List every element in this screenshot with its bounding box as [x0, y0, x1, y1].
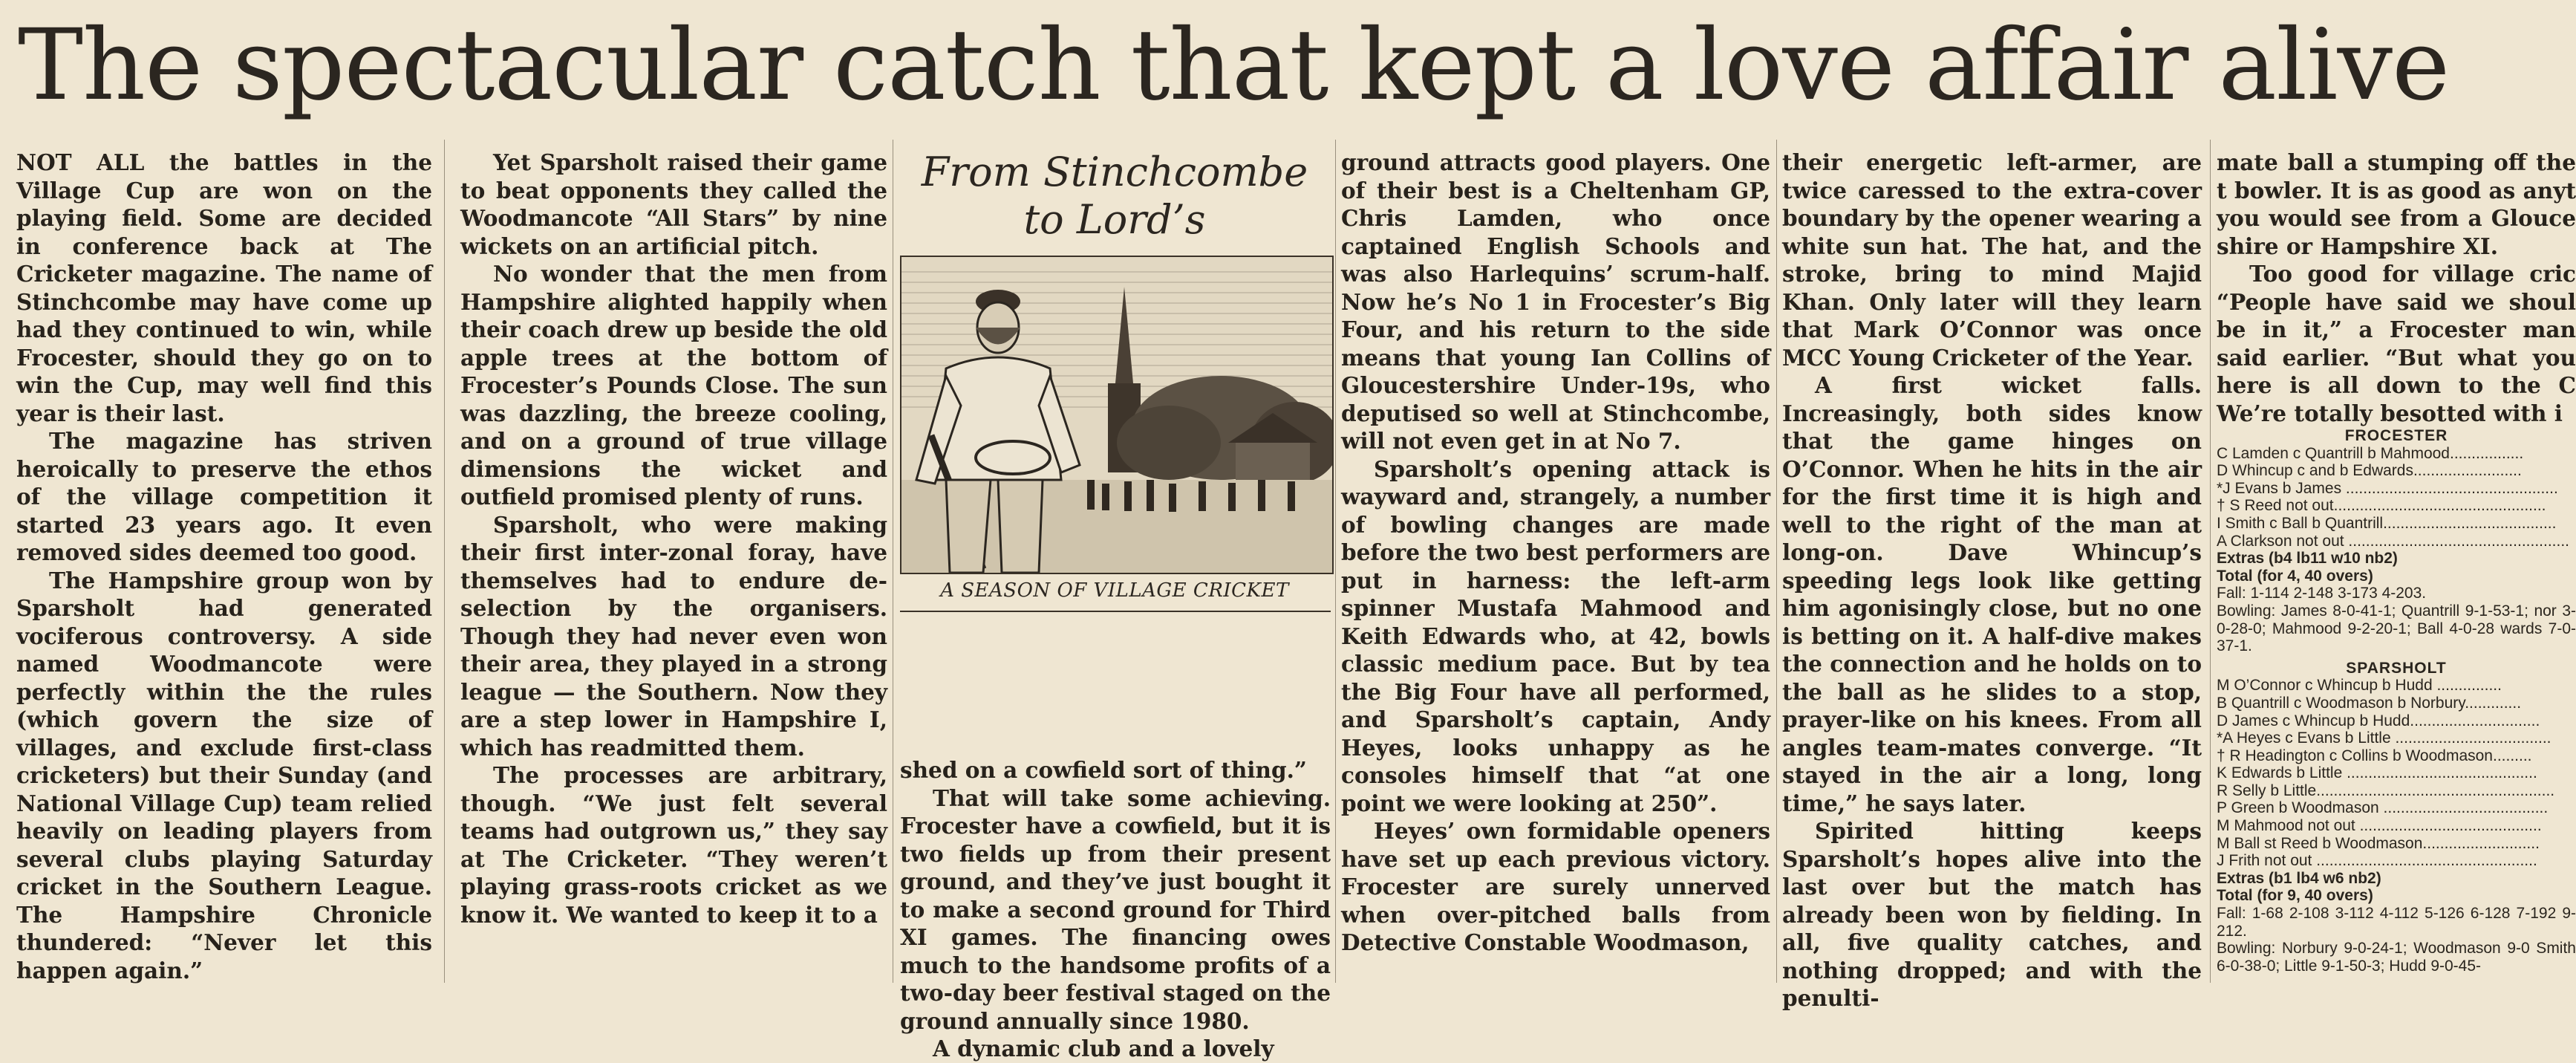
article-column-1 [16, 149, 432, 984]
batting-line: B Quantrill c Woodmason b Norbury............. [2217, 694, 2522, 712]
batting-line: M O’Connor c Whincup b Hudd ............... [2217, 677, 2502, 695]
column-rule [444, 140, 445, 983]
paragraph: A dynamic club and a lovely [933, 1036, 1274, 1062]
batting-line: R Selly b Little....................................................... [2217, 781, 2555, 799]
fall-of-wickets: Fall: 1-68 2-108 3-112 4-112 5-126 6-128 7-192 9-212. [2217, 905, 2576, 940]
paragraph: Spirited hitting keeps Sparsholt’s hopes alive into the last over but the match has already been won by fielding. In all, five quality catches, and nothing dropped; and with the penulti- [1782, 818, 2202, 1011]
series-panel-title [895, 149, 1334, 244]
paragraph: That will take some achieving. Frocester have a cowfield, but it is two fields up from their present ground, and they’ve just bought it to make a second ground for Third XI games. The financing owes much to the handsome profits of a two-day beer festival staged on the ground annually since 1980. [900, 784, 1331, 1034]
scorecard [2217, 427, 2576, 975]
caption-rule [900, 611, 1331, 612]
paragraph: Sparsholt, who were making their first inter-zonal foray, have themselves had to endure de-selection by the organisers. Though they had never even won their area, they played in a strong league — the Southern. Now they are a step lower in Hampshire I, which has readmitted them. [460, 511, 887, 761]
paragraph: Too good for village cric “People have said we shoul be in it,” a Frocester man said earlier. “But what you here is all down to the C We’re totally besotted with i [2217, 261, 2576, 426]
bowling-figures: Bowling: Norbury 9-0-24-1; Woodmason 9-0 Smith 6-0-38-0; Little 9-1-50-3; Hudd 9-0-45- [2217, 940, 2576, 975]
scorecard-team-1: FROCESTER [2344, 427, 2448, 444]
extras-line: Extras (b4 lb11 w10 nb2) [2217, 550, 2398, 568]
article-column-5 [1782, 149, 2202, 1012]
scorecard-team-2: SPARSHOLT [2346, 659, 2447, 677]
article-column-4 [1341, 149, 1770, 957]
paragraph: The processes are arbitrary, though. “We just felt several teams had outgrown us,” they say at The Cricketer. “They weren’t playing grass-roots cricket as we know it. We wanted to keep it to a [460, 762, 887, 928]
batting-line: C Lamden c Quantrill b Mahmood................. [2217, 444, 2524, 462]
batting-line: I Smith c Ball b Quantrill........................................ [2217, 514, 2557, 532]
paragraph: No wonder that the men from Hampshire alighted happily when their coach drew up beside the old apple trees at the bottom of Frocester’s Pounds Close. The sun was dazzling, the breeze cooling, and on a ground of true village dimensions the wicket and outfield promised plenty of runs. [460, 261, 887, 510]
batting-line: D James c Whincup b Hudd.............................. [2217, 712, 2540, 729]
batting-line: J Frith not out ................................................... [2217, 852, 2537, 870]
batting-line: A Clarkson not out ................................................... [2217, 532, 2569, 550]
article-column-6 [2217, 149, 2576, 975]
panel-title-line-2: to Lord’s [1023, 196, 1206, 243]
batting-line: M Ball st Reed b Woodmason........................... [2217, 834, 2540, 852]
batting-line: *J Evans b James ................................................. [2217, 479, 2558, 497]
extras-line: Extras (b1 lb4 w6 nb2) [2217, 869, 2381, 887]
article-column-3 [900, 756, 1331, 1063]
paragraph: Heyes’ own formidable openers have set up each previous victory. Frocester are surely unnerved when over-pitched balls from Detective Constable Woodmason, [1341, 818, 1770, 955]
paragraph: The magazine has striven heroically to preserve the ethos of the village competition it started 23 years ago. It even removed sides deemed too good. [16, 428, 432, 565]
batting-line: K Edwards b Little ............................................ [2217, 764, 2537, 782]
illustration-drawing [901, 257, 1332, 573]
paragraph: The Hampshire group won by Sparsholt had generated vociferous controversy. A side named Woodmancote were perfectly within the the rules (which govern the size of villages, and exclude first-class cricketers) but their Sunday (and National Village Cup) team relied heavily on leading players from several clubs playing Saturday cricket in the Southern League. The Hampshire Chronicle thundered: “Never let this happen again.” [16, 567, 432, 984]
paragraph: NOT ALL the battles in the Village Cup are won on the playing field. Some are decided in conference back at The Cricketer magazine. The name of Stinchcombe may have come up had they continued to win, while Frocester, should they go on to win the Cup, may well find this year is their last. [16, 149, 432, 426]
bowling-figures: Bowling: James 8-0-41-1; Quantrill 9-1-53-1; nor 3-0-28-0; Mahmood 9-2-20-1; Ball 4-0-28 wards 7-0-37-1. [2217, 602, 2576, 655]
headline: The spectacular catch that kept a love affair alive [18, 8, 2450, 123]
paragraph: A first wicket falls. Increasingly, both sides know that the game hinges on O’Connor. When he hits in the air for the first time it is high and well to the right of the man at long-on. Dave Whincup’s speeding legs look like getting him agonisingly close, but no one is betting on it. A half-dive makes the connection and he holds on to the ball as he slides to a stop, prayer-like on his knees. From all angles team-mates converge. “It stayed in the air a long, long time,” he says later. [1782, 372, 2202, 816]
batting-line: † S Reed not out................................................. [2217, 497, 2546, 515]
fall-of-wickets: Fall: 1-114 2-148 3-173 4-203. [2217, 585, 2427, 602]
panel-title-line-1: From Stinchcombe [921, 149, 1308, 195]
batting-line: M Mahmood not out .......................................... [2217, 817, 2542, 835]
paragraph: mate ball a stumping off the t bowler. It is as good as anyt you would see from a Glouce shire or Hampshire XI. [2217, 149, 2576, 259]
paragraph: ground attracts good players. One of their best is a Cheltenham GP, Chris Lamden, who once captained English Schools and was also Harlequins’ scrum-half. Now he’s No 1 in Frocester’s Big Four, and his return to the side means that young Ian Collins of Gloucestershire Under-19s, who deputised so well at Stinchcombe, will not even get in at No 7. [1341, 149, 1770, 454]
total-line: Total (for 4, 40 overs) [2217, 567, 2373, 585]
cricketer-with-church-illustration [900, 256, 1334, 574]
paragraph: shed on a cowfield sort of thing.” [900, 757, 1307, 783]
batting-line: P Green b Woodmason ...................................... [2217, 799, 2549, 817]
paragraph: Sparsholt’s opening attack is wayward and, strangely, a number of bowling changes are made before the two best performers are put in harness: the left-arm spinner Mustafa Mahmood and Keith Edwards who, at 42, bowls classic medium pace. But by tea the Big Four have all performed, and Sparsholt’s captain, Andy Heyes, looks unhappy as he consoles himself that “at one point we were looking at 250”. [1341, 455, 1771, 816]
column-rule [1776, 140, 1777, 983]
article-column-2 [460, 149, 887, 929]
batting-line: D Whincup c and b Edwards......................... [2217, 462, 2522, 480]
column-rule [2210, 140, 2211, 983]
column-rule [1335, 140, 1336, 983]
paragraph: their energetic left-armer, are twice caressed to the extra-cover boundary by the opener wearing a white sun hat. The hat, and the stroke, bring to mind Majid Khan. Only later will they learn that Mark O’Connor was once MCC Young Cricketer of the Year. [1782, 149, 2202, 371]
paragraph: Yet Sparsholt raised their game to beat opponents they called the Woodmancote “All Stars” by nine wickets on an artificial pitch. [460, 149, 887, 259]
batting-line: *A Heyes c Evans b Little .................................... [2217, 729, 2551, 747]
total-line: Total (for 9, 40 overs) [2217, 887, 2373, 905]
panel-caption: A SEASON OF VILLAGE CRICKET [940, 579, 1289, 602]
batting-line: † R Headington c Collins b Woodmason......... [2217, 747, 2532, 764]
